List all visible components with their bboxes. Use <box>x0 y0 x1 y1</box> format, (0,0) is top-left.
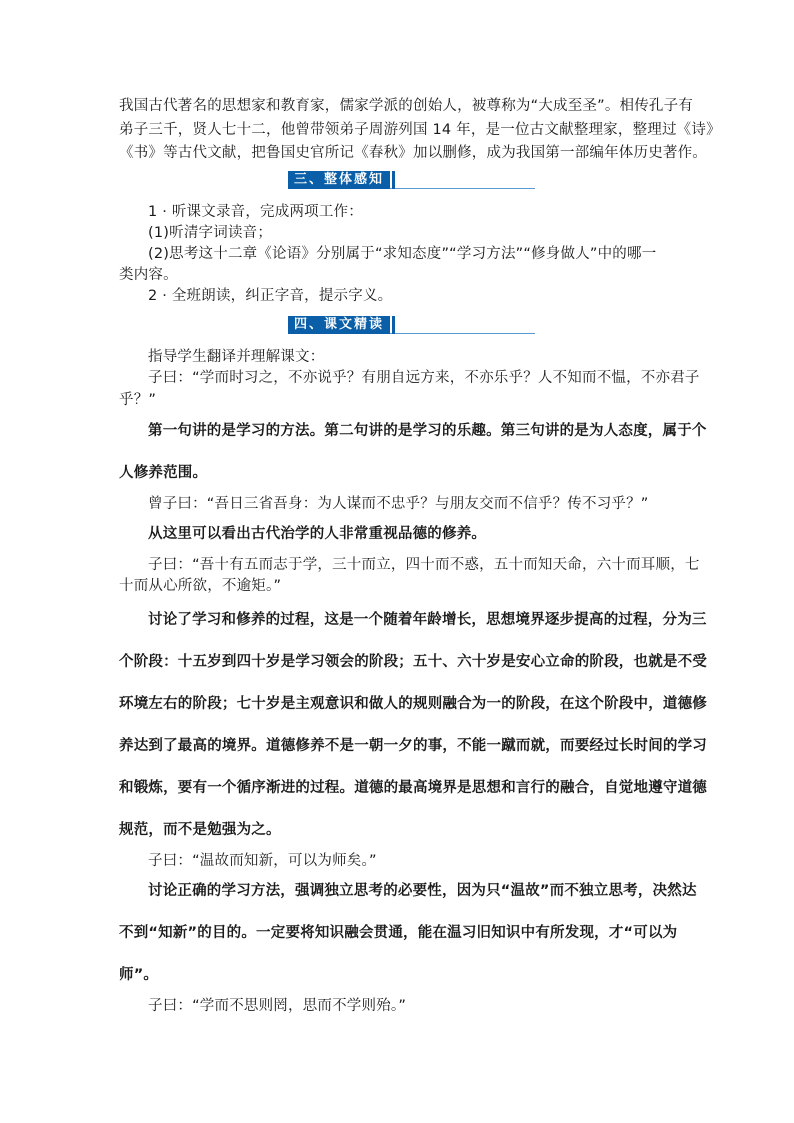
quote-3-line-1: 子曰：“吾十有五而志于学，三十而立，四十而不惑，五十而知天命，六十而耳顺，七 <box>148 557 700 573</box>
intro-line-2: 弟子三千，贤人七十二，他曾带领弟子周游列国 14 年，是一位古文献整理家，整理过《诗》 <box>119 122 721 138</box>
quote-1-line-2: 乎？” <box>119 392 157 408</box>
intro-line-3: 《书》等古代文献，把鲁国史官所记《春秋》加以删修，成为我国第一部编年体历史著作。 <box>119 145 707 161</box>
banner-accent-bar <box>392 171 395 189</box>
analysis-3-line-2: 个阶段：十五岁到四十岁是学习领会的阶段；五十、六十岁是安心立命的阶段，也就是不受 <box>119 654 707 670</box>
s3-item-2: 2 · 全班朗读，纠正字音，提示字义。 <box>148 288 393 304</box>
analysis-3-line-1: 讨论了学习和修养的过程，这是一个随着年龄增长，思想境界逐步提高的过程，分为三 <box>148 612 707 628</box>
quote-4: 子曰：“温故而知新，可以为师矣。” <box>148 853 377 869</box>
analysis-3-line-3: 环境左右的阶段；七十岁是主观意识和做人的规则融合为一的阶段，在这个阶段中，道德修 <box>119 696 707 712</box>
s4-guide: 指导学生翻译并理解课文： <box>148 349 325 365</box>
quote-3-line-2: 十而从心所欲，不逾矩。” <box>119 578 282 594</box>
analysis-1-line-2: 人修养范围。 <box>119 465 208 481</box>
section-3-title: 三、整体感知 <box>288 171 390 189</box>
analysis-1-line-1: 第一句讲的是学习的方法。第二句讲的是学习的乐趣。第三句讲的是为人态度，属于个 <box>148 423 707 439</box>
analysis-4-line-3: 师”。 <box>119 967 159 983</box>
analysis-4-line-2: 不到“知新”的目的。一定要将知识融会贯通，能在温习旧知识中有所发现，才“可以为 <box>119 925 678 941</box>
analysis-4-line-1: 讨论正确的学习方法，强调独立思考的必要性，因为只“温故”而不独立思考，决然达 <box>148 883 697 899</box>
intro-line-1: 我国古代著名的思想家和教育家，儒家学派的创始人，被尊称为“大成至圣”。相传孔子有 <box>119 98 694 114</box>
analysis-3-line-5: 和锻炼，要有一个循序渐进的过程。道德的最高境界是思想和言行的融合，自觉地遵守道德 <box>119 780 707 796</box>
s3-item-1a: (1)听清字词读音； <box>148 225 273 241</box>
quote-5: 子曰：“学而不思则罔，思而不学则殆。” <box>148 998 407 1014</box>
section-4-title: 四、课文精读 <box>288 316 390 334</box>
analysis-2: 从这里可以看出古代治学的人非常重视品德的修养。 <box>148 526 487 542</box>
quote-2: 曾子曰：“吾日三省吾身：为人谋而不忠乎？与朋友交而不信乎？传不习乎？” <box>148 496 649 512</box>
section-3-banner <box>288 171 395 189</box>
s3-item-1: 1 · 听课文录音，完成两项工作： <box>148 204 363 220</box>
s3-item-1b-line-2: 类内容。 <box>119 267 178 283</box>
section-4-banner <box>288 316 395 334</box>
banner-accent-bar <box>392 316 395 334</box>
analysis-3-line-6: 规范，而不是勉强为之。 <box>119 822 281 838</box>
analysis-3-line-4: 养达到了最高的境界。道德修养不是一朝一夕的事，不能一蹴而就，而要经过长时间的学习 <box>119 738 707 754</box>
quote-1-line-1: 子曰：“学而时习之，不亦说乎？有朋自远方来，不亦乐乎？人不知而不愠，不亦君子 <box>148 370 700 386</box>
s3-item-1b-line-1: (2)思考这十二章《论语》分别属于“求知态度”“学习方法”“修身做人”中的哪一 <box>148 246 657 262</box>
